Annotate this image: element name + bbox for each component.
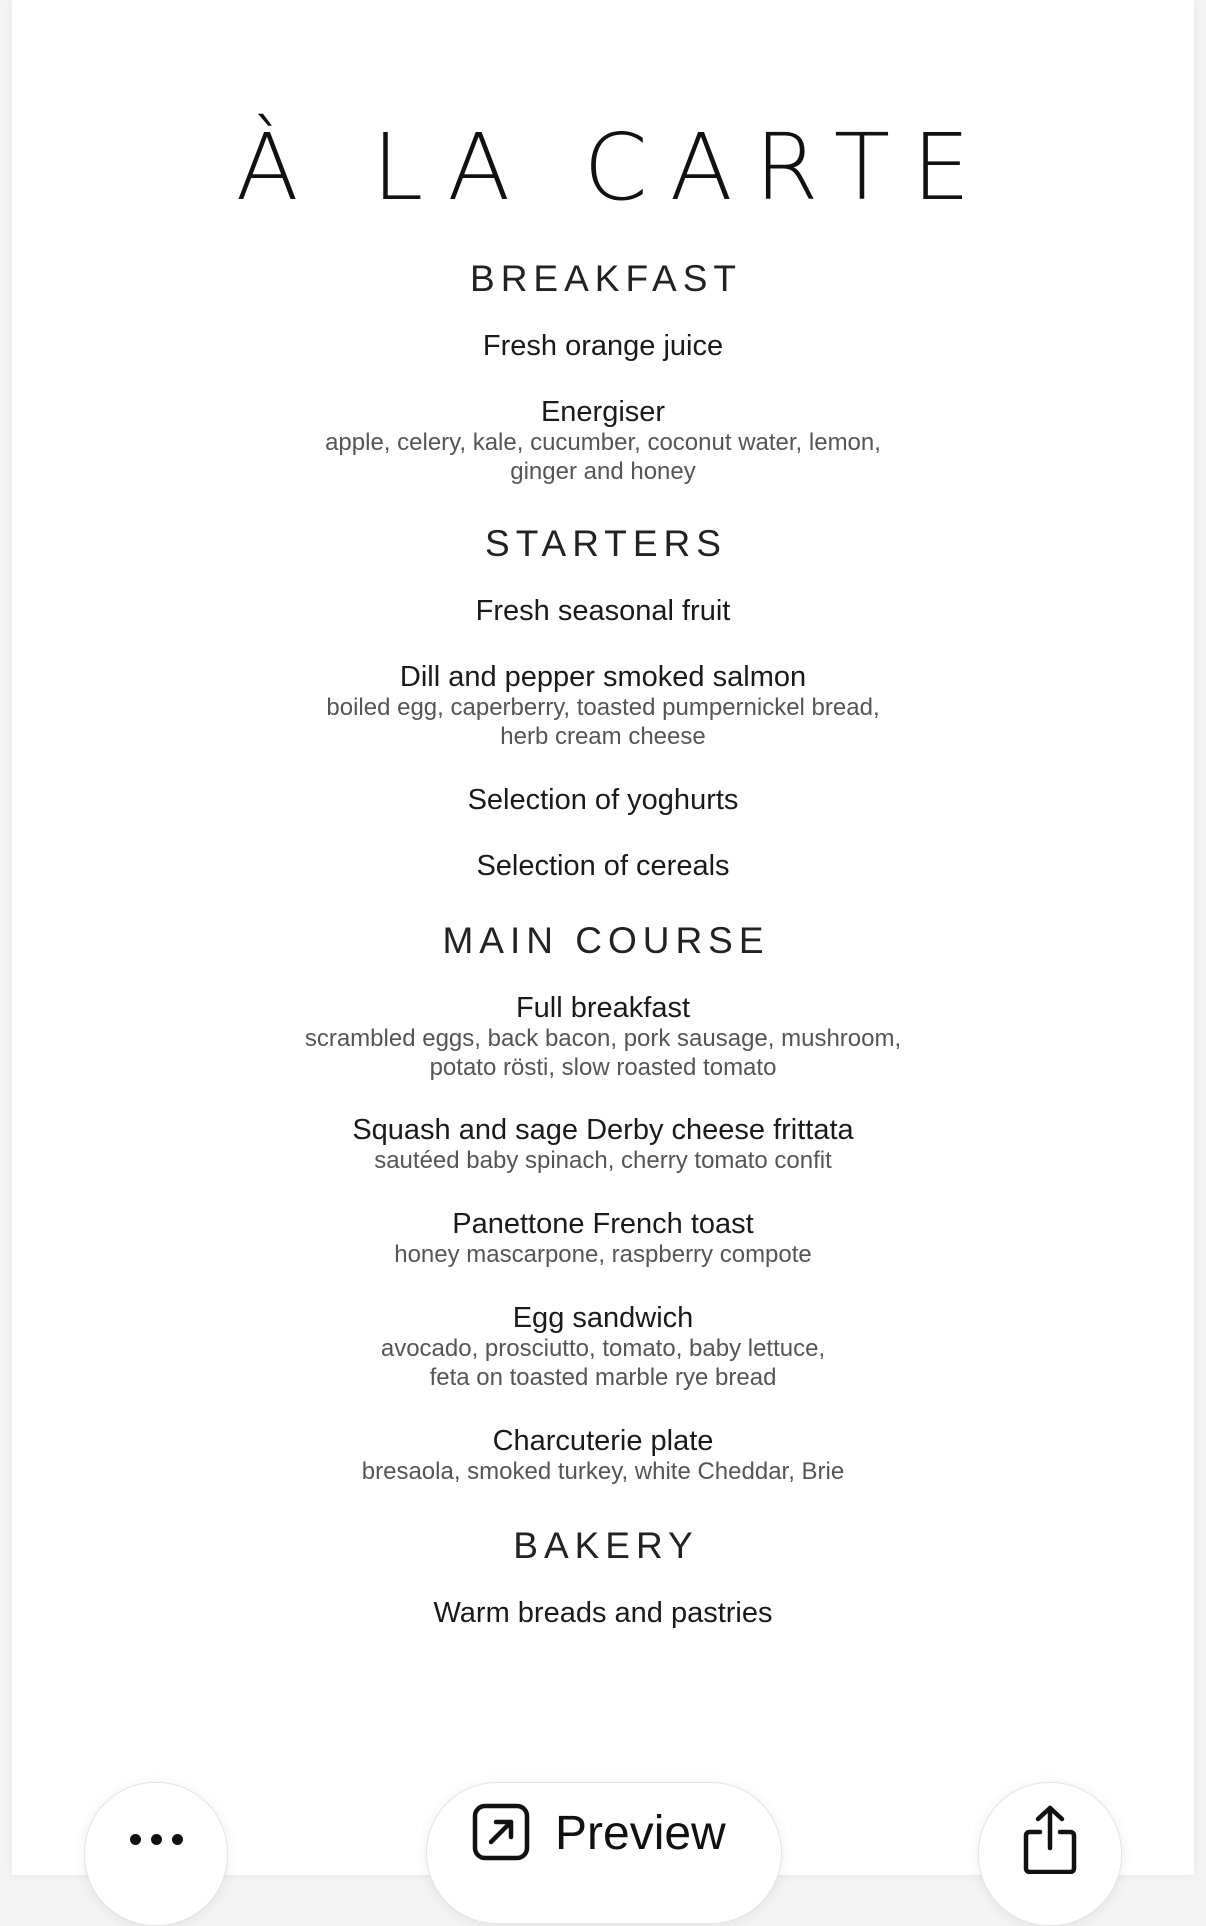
item-name: Full breakfast — [515, 992, 691, 1024]
item-description: boiled egg, caperberry, toasted pumpernickel bread, — [326, 694, 880, 721]
item-name: Selection of yoghurts — [467, 784, 739, 816]
share-icon — [1020, 1804, 1080, 1874]
bottom-toolbar — [0, 1760, 1206, 1875]
menu-item — [12, 595, 1194, 627]
menu-item — [12, 992, 1194, 1082]
item-name: Squash and sage Derby cheese frittata — [352, 1114, 854, 1146]
item-name: Selection of cereals — [476, 850, 730, 882]
item-name: Dill and pepper smoked salmon — [399, 661, 807, 693]
item-description: feta on toasted marble rye bread — [429, 1364, 777, 1391]
menu-item — [12, 1208, 1194, 1269]
preview-label: Preview — [555, 1806, 726, 1860]
menu-item — [12, 850, 1194, 882]
menu-item — [12, 1302, 1194, 1392]
open-external-icon — [471, 1802, 531, 1862]
item-name: Fresh seasonal fruit — [475, 595, 731, 627]
item-description: honey mascarpone, raspberry compote — [394, 1241, 812, 1268]
item-name: Charcuterie plate — [492, 1425, 714, 1457]
preview-button[interactable] — [426, 1782, 782, 1924]
section-heading-bakery: BAKERY — [513, 1525, 699, 1566]
section-heading-breakfast: BREAKFAST — [470, 258, 742, 299]
share-button[interactable] — [978, 1782, 1122, 1926]
more-button[interactable] — [84, 1782, 228, 1926]
menu-item — [12, 1425, 1194, 1486]
item-name: Energiser — [540, 396, 666, 428]
item-description: herb cream cheese — [500, 723, 706, 750]
ellipsis-icon — [130, 1834, 183, 1845]
item-name: Warm breads and pastries — [433, 1597, 773, 1629]
menu-title: À LA CARTE — [235, 114, 993, 221]
item-name: Fresh orange juice — [482, 330, 724, 362]
section-heading-main-course: MAIN COURSE — [442, 920, 770, 961]
item-description: sautéed baby spinach, cherry tomato confit — [374, 1147, 832, 1174]
item-description: apple, celery, kale, cucumber, coconut water, lemon, — [325, 429, 881, 456]
item-description: scrambled eggs, back bacon, pork sausage, mushroom, — [304, 1025, 902, 1052]
menu-item — [12, 1597, 1194, 1629]
menu-item — [12, 661, 1194, 751]
item-name: Egg sandwich — [512, 1302, 694, 1334]
item-description: potato rösti, slow roasted tomato — [429, 1054, 777, 1081]
document-page[interactable] — [12, 0, 1194, 1875]
section-heading-starters: STARTERS — [485, 523, 727, 564]
item-name: Panettone French toast — [452, 1208, 754, 1240]
item-description: ginger and honey — [510, 458, 696, 485]
menu-item — [12, 1114, 1194, 1175]
item-description: bresaola, smoked turkey, white Cheddar, Brie — [361, 1458, 845, 1485]
item-description: avocado, prosciutto, tomato, baby lettuce, — [380, 1335, 826, 1362]
menu-item — [12, 396, 1194, 486]
menu-item — [12, 330, 1194, 362]
menu-item — [12, 784, 1194, 816]
